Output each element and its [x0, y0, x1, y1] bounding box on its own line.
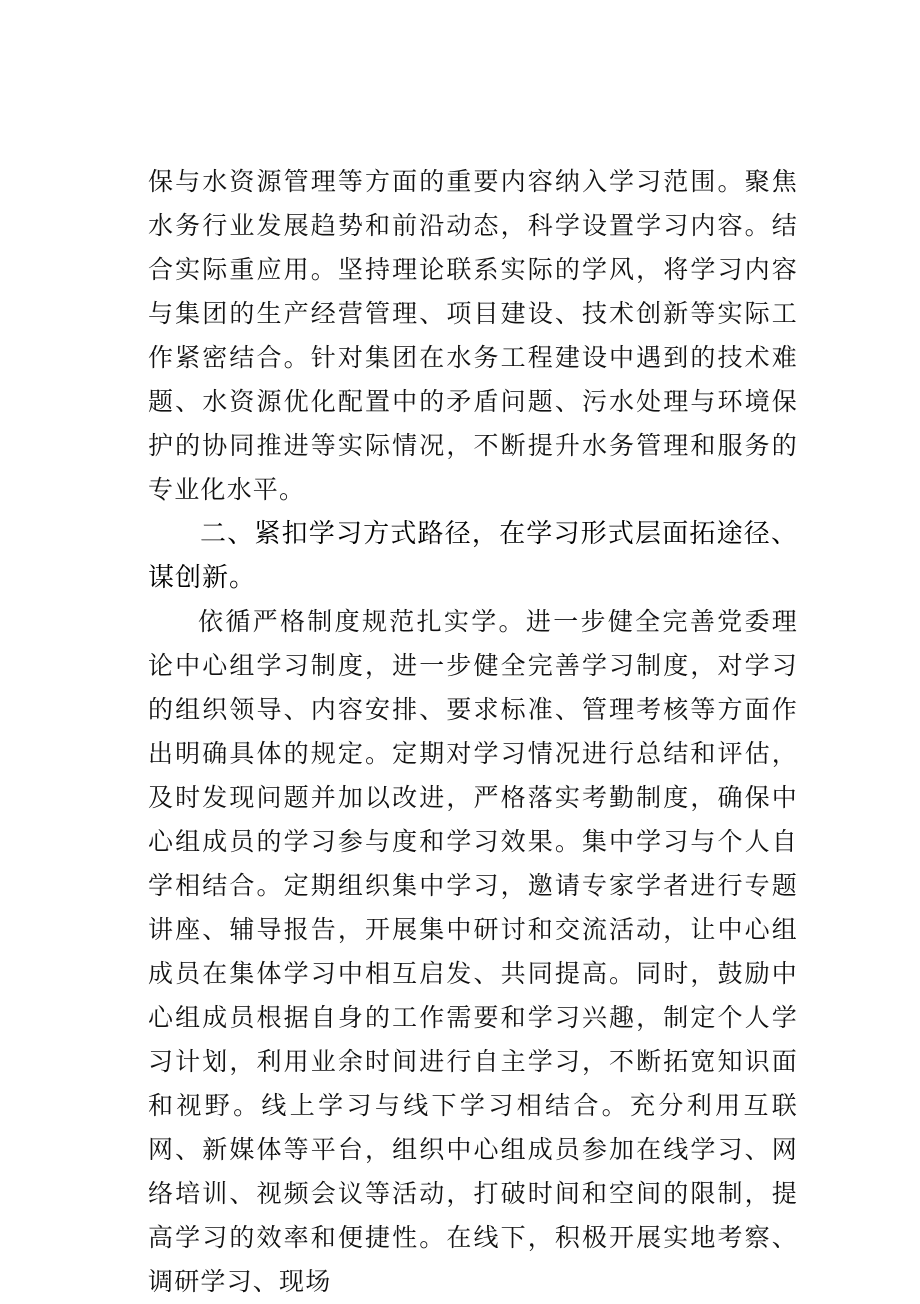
paragraph-main: 依循严格制度规范扎实学。进一步健全完善党委理论中心组学习制度，进一步健全完善学习制度，对学习的组织领导、内容安排、要求标准、管理考核等方面作出明确具体的规定。定期对学习情况进行总结和评估，及时发现问题并加以改进，严格落实考勤制度，确保中心组成员的学习参与度和学习效果。集中学习与个人自学相结合。定期组织集中学习，邀请专家学者进行专题讲座、辅导报告，开展集中研讨和交流活动，让中心组成员在集体学习中相互启发、共同提高。同时，鼓励中心组成员根据自身的工作需要和学习兴趣，制定个人学习计划，利用业余时间进行自主学习，不断拓宽知识面和视野。线上学习与线下学习相结合。充分利用互联网、新媒体等平台，组织中心组成员参加在线学习、网络培训、视频会议等活动，打破时间和空间的限制，提高学习的效率和便捷性。在线下，积极开展实地考察、调研学习、现场: [148, 607, 798, 1296]
document-body: [148, 160, 798, 1304]
paragraph-continued: 保与水资源管理等方面的重要内容纳入学习范围。聚焦水务行业发展趋势和前沿动态，科学设置学习内容。结合实际重应用。坚持理论联系实际的学风，将学习内容与集团的生产经营管理、项目建设、技术创新等实际工作紧密结合。针对集团在水务工程建设中遇到的技术难题、水资源优化配置中的矛盾问题、污水处理与环境保护的协同推进等实际情况，不断提升水务管理和服务的专业化水平。: [148, 167, 798, 504]
section-heading: 二、紧扣学习方式路径，在学习形式层面拓途径、谋创新。: [148, 519, 798, 593]
